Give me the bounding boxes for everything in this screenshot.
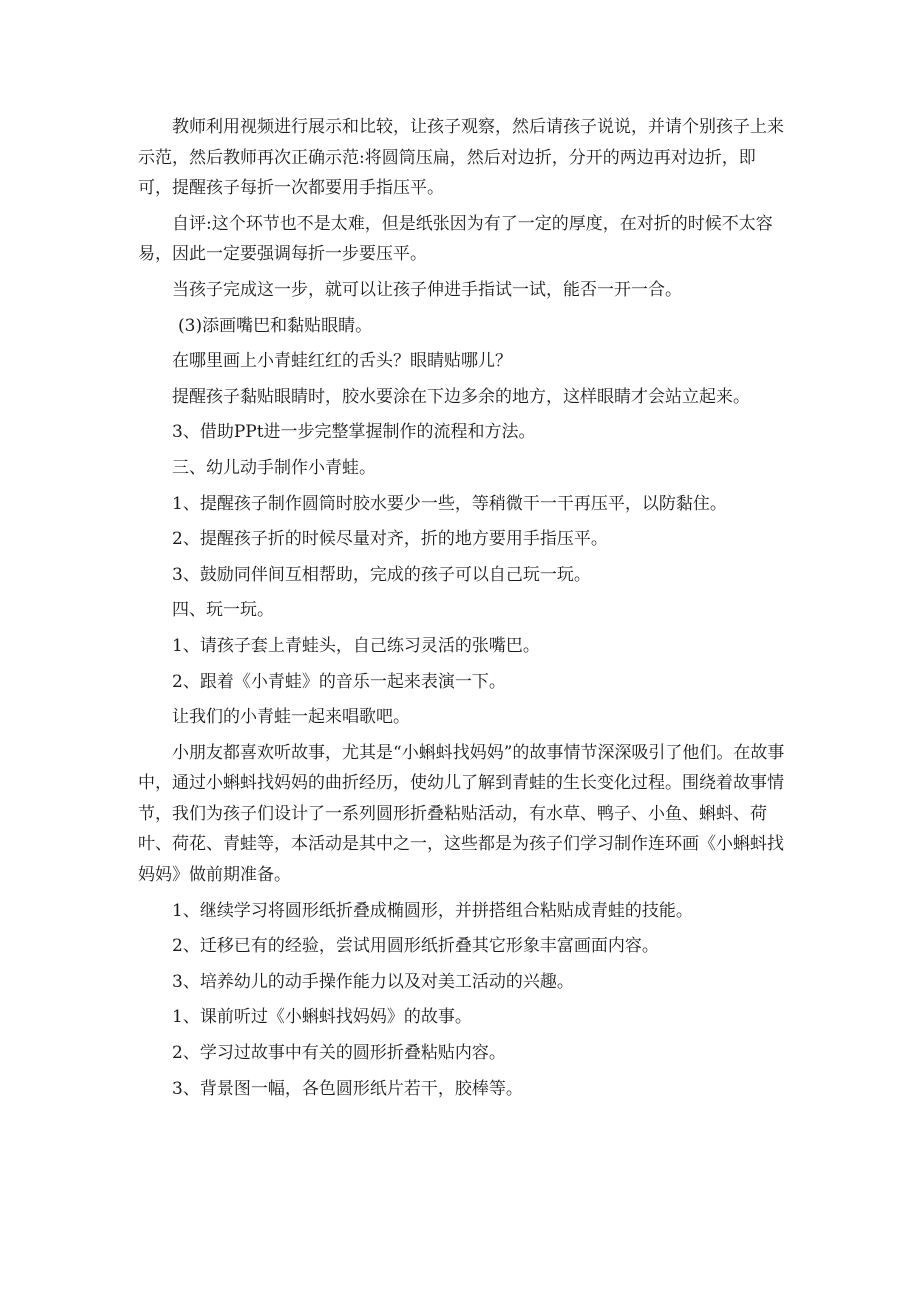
paragraph-prep-2: 2、学习过故事中有关的圆形折叠粘贴内容。	[172, 1043, 506, 1064]
paragraph-step-3-heading: (3)添画嘴巴和黏贴眼睛。	[178, 315, 373, 336]
document-body	[138, 112, 788, 1109]
paragraph-goal-3: 3、培养幼儿的动手操作能力以及对美工活动的兴趣。	[172, 971, 574, 992]
paragraph-self-evaluation: 自评:这个环节也不是太难，但是纸张因为有了一定的厚度，在对折的时候不太容易，因此一定要强调每折一步要压平。	[138, 213, 773, 265]
paragraph-finger-test: 当孩子完成这一步，就可以让孩子伸进手指试一试，能否一开一合。	[172, 279, 682, 300]
paragraph-tip-2: 2、提醒孩子折的时候尽量对齐，折的地方要用手指压平。	[172, 529, 608, 550]
paragraph-glue-reminder: 提醒孩子黏贴眼睛时，胶水要涂在下边多余的地方，这样眼睛才会站立起来。	[172, 386, 750, 407]
paragraph-tip-1: 1、提醒孩子制作圆筒时胶水要少一些，等稍微干一干再压平，以防黏住。	[172, 493, 727, 514]
paragraph-play-2: 2、跟着《小青蛙》的音乐一起来表演一下。	[172, 671, 506, 692]
paragraph-ppt: 3、借助PPt进一步完整掌握制作的流程和方法。	[172, 422, 536, 443]
paragraph-sing: 让我们的小青蛙一起来唱歌吧。	[172, 707, 410, 728]
paragraph-prep-3: 3、背景图一幅，各色圆形纸片若干，胶棒等。	[172, 1078, 523, 1099]
section-heading-3: 三、幼儿动手制作小青蛙。	[172, 457, 376, 478]
paragraph-demonstration: 教师利用视频进行展示和比较，让孩子观察，然后请孩子说说，并请个别孩子上来示范，然后教师再次正确示范:将圆筒压扁，然后对边折，分开的两边再对边折，即可，提醒孩子每折一次都要用手指压平。	[138, 117, 784, 199]
paragraph-question: 在哪里画上小青蛙红红的舌头？眼睛贴哪儿？	[172, 351, 512, 372]
paragraph-goal-1: 1、继续学习将圆形纸折叠成椭圆形，并拼搭组合粘贴成青蛙的技能。	[172, 900, 693, 921]
paragraph-goal-2: 2、迁移已有的经验，尝试用圆形纸折叠其它形象丰富画面内容。	[172, 936, 659, 957]
paragraph-story-intro: 小朋友都喜欢听故事，尤其是“小蝌蚪找妈妈”的故事情节深深吸引了他们。在故事中，通过小蝌蚪找妈妈的曲折经历，使幼儿了解到青蛙的生长变化过程。围绕着故事情节，我们为孩子们设计了一系列圆形折叠粘贴活动，有水草、鸭子、小鱼、蝌蚪、荷叶、荷花、青蛙等，本活动是其中之一，这些都是为孩子们学习制作连环画《小蝌蚪找妈妈》做前期准备。	[138, 742, 785, 886]
paragraph-prep-1: 1、课前听过《小蝌蚪找妈妈》的故事。	[172, 1007, 472, 1028]
paragraph-tip-3: 3、鼓励同伴间互相帮助，完成的孩子可以自己玩一玩。	[172, 564, 591, 585]
section-heading-4: 四、玩一玩。	[172, 600, 274, 621]
paragraph-play-1: 1、请孩子套上青蛙头，自己练习灵活的张嘴巴。	[172, 635, 540, 656]
